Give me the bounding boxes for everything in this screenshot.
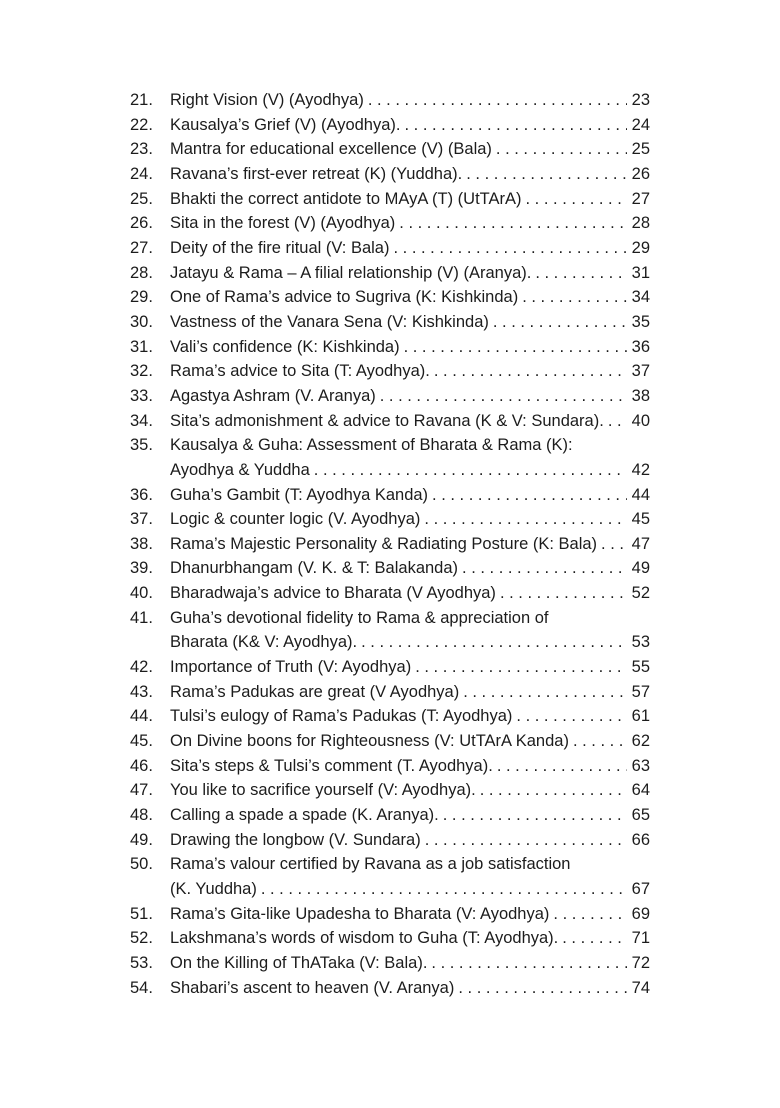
page-number: 28 <box>631 214 650 233</box>
dot-leader <box>497 754 627 779</box>
toc-entry <box>130 556 650 581</box>
entry-number: 50. <box>130 855 153 874</box>
entry-line <box>170 680 650 705</box>
entry-line <box>170 532 650 557</box>
entry-body <box>170 335 650 360</box>
entry-body <box>170 409 650 434</box>
toc-entry <box>130 754 650 779</box>
entry-line <box>170 285 650 310</box>
entry-title: Importance of Truth (V: Ayodhya) <box>170 658 412 677</box>
entry-title: Bharadwaja’s advice to Bharata (V Ayodhya) <box>170 584 496 603</box>
page-number: 52 <box>631 584 650 603</box>
entry-number: 29. <box>130 288 153 307</box>
entry-body <box>170 754 650 779</box>
toc-entry <box>130 976 650 1001</box>
dot-leader <box>496 137 627 162</box>
entry-number: 21. <box>130 91 153 109</box>
entry-number: 39. <box>130 559 153 578</box>
entry-body <box>170 359 650 384</box>
page-number: 71 <box>631 929 650 948</box>
page-number: 37 <box>631 362 650 381</box>
entry-number: 32. <box>130 362 153 381</box>
entry-line <box>170 458 650 483</box>
entry-line <box>170 852 650 877</box>
toc-entry <box>130 409 650 434</box>
entry-number: 38. <box>130 534 153 553</box>
toc-entry <box>130 211 650 236</box>
entry-line <box>170 261 650 286</box>
toc-entry <box>130 187 650 212</box>
entry-line <box>170 187 650 212</box>
dot-leader <box>380 384 627 409</box>
entry-line <box>170 630 650 655</box>
entry-title: Guha’s devotional fidelity to Rama & appreciation of <box>170 608 549 627</box>
toc-entry <box>130 803 650 828</box>
entry-line <box>170 902 650 927</box>
entry-title: Rama’s Majestic Personality & Radiating Posture (K: Bala) <box>170 534 598 553</box>
entry-body <box>170 729 650 754</box>
entry-number: 34. <box>130 411 153 430</box>
page-number: 64 <box>631 781 650 800</box>
dot-leader <box>404 335 627 360</box>
dot-leader <box>425 828 627 853</box>
dot-leader <box>535 261 627 286</box>
entry-line <box>170 877 650 902</box>
dot-leader <box>526 187 627 212</box>
entry-number: 47. <box>130 781 153 800</box>
page-number: 24 <box>631 115 650 134</box>
entry-body <box>170 852 650 901</box>
entry-body <box>170 532 650 557</box>
entry-number: 51. <box>130 904 153 923</box>
entry-line <box>170 828 650 853</box>
dot-leader <box>573 729 627 754</box>
page-number: 34 <box>631 288 650 307</box>
toc-entry <box>130 778 650 803</box>
entry-body <box>170 211 650 236</box>
entry-number: 48. <box>130 806 153 825</box>
entry-title: Right Vision (V) (Ayodhya) <box>170 91 364 109</box>
entry-line <box>170 803 650 828</box>
entry-number: 33. <box>130 386 153 405</box>
entry-number: 49. <box>130 830 153 849</box>
entry-title: Shabari’s ascent to heaven (V. Aranya) <box>170 978 455 997</box>
dot-leader <box>463 680 627 705</box>
dot-leader <box>361 630 627 655</box>
entry-number: 54. <box>130 978 153 997</box>
page-number: 61 <box>631 707 650 726</box>
page-number: 42 <box>631 460 650 479</box>
toc-entry <box>130 532 650 557</box>
toc-entry <box>130 828 650 853</box>
entry-body <box>170 581 650 606</box>
toc-entry <box>130 581 650 606</box>
entry-body <box>170 137 650 162</box>
entry-title: Agastya Ashram (V. Aranya) <box>170 386 376 405</box>
page-number: 66 <box>631 830 650 849</box>
page-number: 27 <box>631 189 650 208</box>
entry-title: Dhanurbhangam (V. K. & T: Balakanda) <box>170 559 459 578</box>
page-number: 31 <box>631 263 650 282</box>
toc-list <box>130 88 650 1000</box>
dot-leader <box>493 310 627 335</box>
entry-line <box>170 310 650 335</box>
entry-number: 30. <box>130 312 153 331</box>
entry-body <box>170 433 650 482</box>
entry-body <box>170 828 650 853</box>
page-number: 63 <box>631 756 650 775</box>
entry-line <box>170 335 650 360</box>
toc-entry <box>130 261 650 286</box>
toc-entry <box>130 926 650 951</box>
entry-title: Sita’s steps & Tulsi’s comment (T. Ayodhya). <box>170 756 493 775</box>
entry-line <box>170 556 650 581</box>
entry-number: 26. <box>130 214 153 233</box>
dot-leader <box>466 162 627 187</box>
entry-title: Guha’s Gambit (T: Ayodhya Kanda) <box>170 485 429 504</box>
toc-entry <box>130 483 650 508</box>
entry-line <box>170 778 650 803</box>
entry-number: 28. <box>130 263 153 282</box>
dot-leader <box>443 803 627 828</box>
entry-line <box>170 88 650 113</box>
entry-body <box>170 236 650 261</box>
entry-number: 25. <box>130 189 153 208</box>
entry-title: On Divine boons for Righteousness (V: UtTArA Kanda) <box>170 732 569 751</box>
entry-number: 42. <box>130 658 153 677</box>
page-number: 49 <box>631 559 650 578</box>
entry-line <box>170 951 650 976</box>
toc-entry <box>130 162 650 187</box>
entry-title: Ravana’s first-ever retreat (K) (Yuddha). <box>170 164 463 183</box>
dot-leader <box>424 507 627 532</box>
entry-line <box>170 507 650 532</box>
entry-number: 43. <box>130 682 153 701</box>
entry-line <box>170 754 650 779</box>
toc-entry <box>130 285 650 310</box>
entry-body <box>170 310 650 335</box>
dot-leader <box>314 458 627 483</box>
page-number: 57 <box>631 682 650 701</box>
entry-body <box>170 680 650 705</box>
entry-title: Ayodhya & Yuddha <box>170 460 310 479</box>
entry-title: Jatayu & Rama – A filial relationship (V) (Aranya). <box>170 263 532 282</box>
toc-entry <box>130 507 650 532</box>
page-number: 62 <box>631 732 650 751</box>
dot-leader <box>500 581 627 606</box>
entry-title: Lakshmana’s words of wisdom to Guha (T: Ayodhya). <box>170 929 559 948</box>
dot-leader <box>393 236 627 261</box>
entry-title: Logic & counter logic (V. Ayodhya) <box>170 510 421 529</box>
entry-number: 27. <box>130 238 153 257</box>
entry-line <box>170 236 650 261</box>
entry-body <box>170 285 650 310</box>
entry-body <box>170 778 650 803</box>
entry-title: Calling a spade a spade (K. Aranya). <box>170 806 439 825</box>
page-number: 67 <box>631 880 650 898</box>
entry-title: Vastness of the Vanara Sena (V: Kishkinda) <box>170 312 489 331</box>
dot-leader <box>404 113 627 138</box>
entry-title: Kausalya’s Grief (V) (Ayodhya). <box>170 115 401 134</box>
entry-number: 40. <box>130 584 153 603</box>
entry-body <box>170 556 650 581</box>
dot-leader <box>431 951 627 976</box>
entry-number: 53. <box>130 953 153 972</box>
dot-leader <box>432 483 627 508</box>
toc-entry <box>130 951 650 976</box>
entry-title: Vali’s confidence (K: Kishkinda) <box>170 337 400 356</box>
entry-number: 45. <box>130 732 153 751</box>
dot-leader <box>261 877 627 902</box>
toc-entry <box>130 137 650 162</box>
page-number: 36 <box>631 337 650 356</box>
toc-entry <box>130 606 650 655</box>
page-number: 29 <box>631 238 650 257</box>
page-number: 35 <box>631 312 650 331</box>
dot-leader <box>399 211 627 236</box>
entry-line <box>170 162 650 187</box>
toc-entry <box>130 359 650 384</box>
page-number: 44 <box>631 485 650 504</box>
entry-number: 41. <box>130 608 153 627</box>
entry-body <box>170 483 650 508</box>
toc-entry <box>130 88 650 113</box>
page-number: 53 <box>631 633 650 652</box>
page-number: 40 <box>631 411 650 430</box>
entry-body <box>170 803 650 828</box>
dot-leader <box>462 556 627 581</box>
page-number: 26 <box>631 164 650 183</box>
entry-number: 52. <box>130 929 153 948</box>
entry-title: Drawing the longbow (V. Sundara) <box>170 830 421 849</box>
entry-line <box>170 483 650 508</box>
dot-leader <box>516 704 627 729</box>
entry-title: Mantra for educational excellence (V) (Bala) <box>170 140 492 159</box>
entry-line <box>170 606 650 631</box>
entry-line <box>170 926 650 951</box>
entry-title: Sita’s admonishment & advice to Ravana (K & V: Sundara). <box>170 411 604 430</box>
entry-line <box>170 137 650 162</box>
page-number: 65 <box>631 806 650 825</box>
entry-title: Rama’s advice to Sita (T: Ayodhya). <box>170 362 430 381</box>
entry-line <box>170 113 650 138</box>
dot-leader <box>553 902 627 927</box>
entry-title: Bhakti the correct antidote to MAyA (T) (UtTArA) <box>170 189 522 208</box>
toc-entry <box>130 655 650 680</box>
dot-leader <box>562 926 627 951</box>
entry-number: 36. <box>130 485 153 504</box>
toc-entry <box>130 335 650 360</box>
entry-body <box>170 951 650 976</box>
entry-title: Kausalya & Guha: Assessment of Bharata & Rama (K): <box>170 436 573 455</box>
toc-entry <box>130 680 650 705</box>
dot-leader <box>434 359 627 384</box>
entry-body <box>170 902 650 927</box>
entry-body <box>170 113 650 138</box>
dot-leader <box>368 88 627 113</box>
page-number: 25 <box>631 140 650 159</box>
toc-entry <box>130 902 650 927</box>
entry-number: 22. <box>130 115 153 134</box>
entry-title: You like to sacrifice yourself (V: Ayodhya). <box>170 781 476 800</box>
toc-entry <box>130 236 650 261</box>
entry-number: 35. <box>130 436 153 455</box>
page-number: 38 <box>631 386 650 405</box>
page-number: 72 <box>631 953 650 972</box>
entry-line <box>170 409 650 434</box>
entry-title: Rama’s valour certified by Ravana as a job satisfaction <box>170 855 571 874</box>
entry-number: 24. <box>130 164 153 183</box>
entry-body <box>170 655 650 680</box>
entry-line <box>170 433 650 458</box>
entry-body <box>170 261 650 286</box>
toc-entry <box>130 433 650 482</box>
page-number: 45 <box>631 510 650 529</box>
page-number: 69 <box>631 904 650 923</box>
entry-title: (K. Yuddha) <box>170 880 257 898</box>
toc-entry <box>130 384 650 409</box>
entry-body <box>170 606 650 655</box>
dot-leader <box>608 409 627 434</box>
entry-line <box>170 211 650 236</box>
page-number: 55 <box>631 658 650 677</box>
entry-title: One of Rama’s advice to Sugriva (K: Kishkinda) <box>170 288 519 307</box>
entry-title: Rama’s Padukas are great (V Ayodhya) <box>170 682 460 701</box>
dot-leader <box>480 778 627 803</box>
entry-body <box>170 88 650 113</box>
entry-line <box>170 704 650 729</box>
entry-line <box>170 384 650 409</box>
entry-title: Deity of the fire ritual (V: Bala) <box>170 238 390 257</box>
entry-title: On the Killing of ThATaka (V: Bala). <box>170 953 428 972</box>
entry-body <box>170 384 650 409</box>
dot-leader <box>522 285 627 310</box>
dot-leader <box>415 655 627 680</box>
entry-line <box>170 655 650 680</box>
entry-number: 31. <box>130 337 153 356</box>
entry-body <box>170 187 650 212</box>
dot-leader <box>601 532 627 557</box>
entry-title: Bharata (K& V: Ayodhya). <box>170 633 358 652</box>
entry-body <box>170 507 650 532</box>
entry-line <box>170 359 650 384</box>
entry-line <box>170 976 650 1001</box>
entry-body <box>170 162 650 187</box>
page-number: 23 <box>631 91 650 109</box>
toc-entry <box>130 310 650 335</box>
toc-entry <box>130 704 650 729</box>
entry-body <box>170 976 650 1001</box>
entry-number: 37. <box>130 510 153 529</box>
entry-number: 46. <box>130 756 153 775</box>
page-number: 74 <box>631 978 650 997</box>
entry-title: Rama’s Gita-like Upadesha to Bharata (V: Ayodhya) <box>170 904 550 923</box>
entry-number: 44. <box>130 707 153 726</box>
entry-title: Sita in the forest (V) (Ayodhya) <box>170 214 396 233</box>
entry-line <box>170 581 650 606</box>
toc-entry <box>130 729 650 754</box>
entry-line <box>170 729 650 754</box>
entry-body <box>170 704 650 729</box>
entry-body <box>170 926 650 951</box>
dot-leader <box>458 976 627 1001</box>
entry-number: 23. <box>130 140 153 159</box>
toc-entry <box>130 113 650 138</box>
toc-entry <box>130 852 650 901</box>
entry-title: Tulsi’s eulogy of Rama’s Padukas (T: Ayodhya) <box>170 707 513 726</box>
page-number: 47 <box>631 534 650 553</box>
